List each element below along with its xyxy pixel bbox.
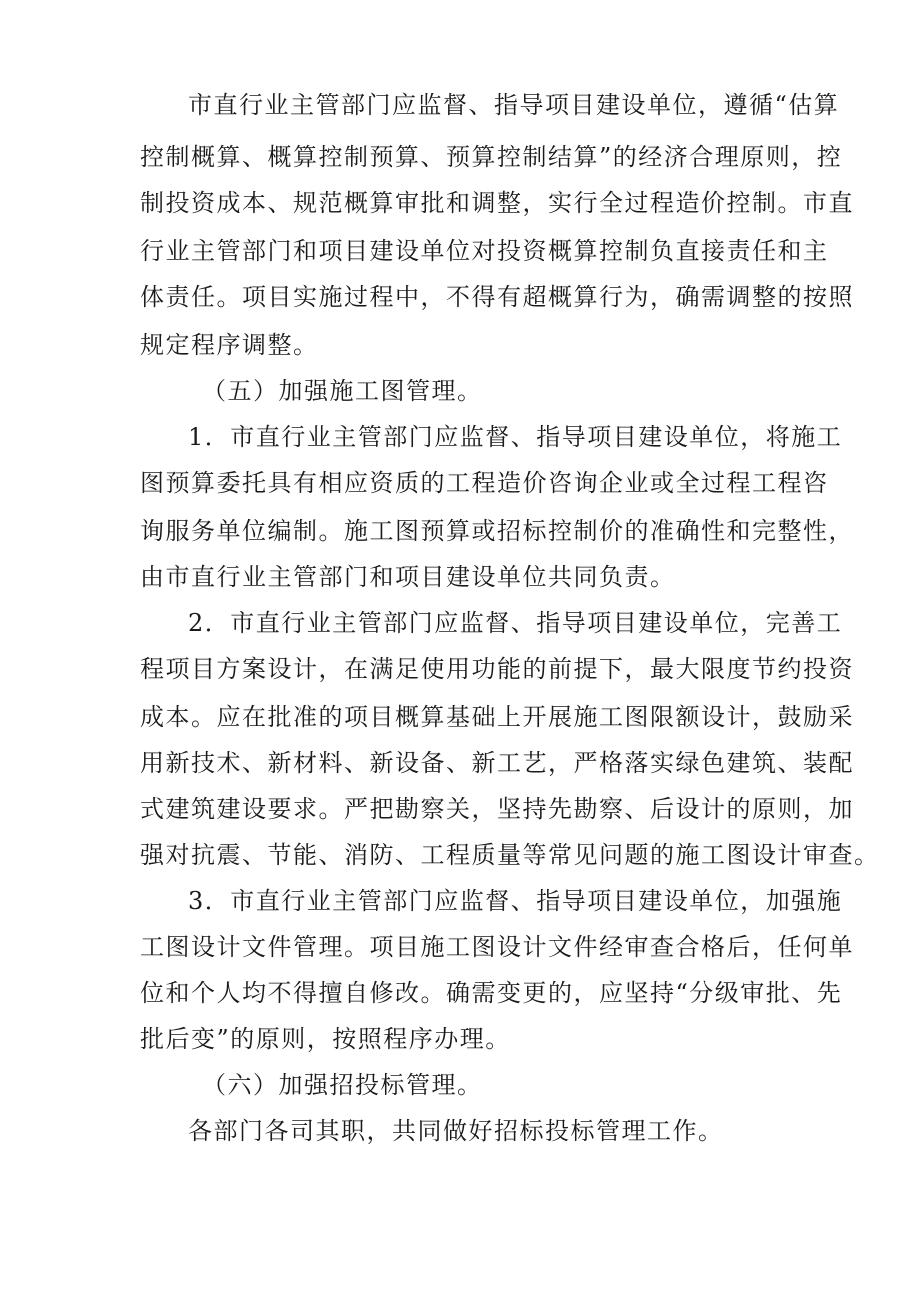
paragraph-1-line: 体责任。项目实施过程中，不得有超概算行为，确需调整的按照 bbox=[140, 283, 854, 311]
item-3-line: 工图设计文件管理。项目施工图设计文件经审查合格后，任何单 bbox=[140, 933, 854, 961]
item-2-line: 2．市直行业主管部门应监督、指导项目建设单位，完善工 bbox=[188, 609, 843, 637]
item-2-line: 成本。应在批准的项目概算基础上开展施工图限额设计，鼓励采 bbox=[140, 703, 854, 731]
item-3-line: 位和个人均不得擅自修改。确需变更的，应坚持“分级审批、先 bbox=[140, 979, 843, 1007]
item-1-line: 询服务单位编制。施工图预算或招标控制价的准确性和完整性， bbox=[140, 517, 854, 545]
section-heading-5: （五）加强施工图管理。 bbox=[202, 377, 483, 405]
item-2-line: 式建筑建设要求。严把勘察关，坚持先勘察、后设计的原则，加 bbox=[140, 795, 854, 823]
paragraph-1-line: 行业主管部门和项目建设单位对投资概算控制负直接责任和主 bbox=[140, 237, 829, 265]
item-1-line: 由市直行业主管部门和项目建设单位共同负责。 bbox=[140, 563, 676, 591]
closing-paragraph: 各部门各司其职，共同做好招标投标管理工作。 bbox=[188, 1117, 724, 1145]
paragraph-1-line: 控制概算、概算控制预算、预算控制结算”的经济合理原则，控 bbox=[140, 143, 843, 171]
item-3-line: 批后变”的原则，按照程序办理。 bbox=[140, 1025, 511, 1053]
item-2-line: 强对抗震、节能、消防、工程质量等常见问题的施工图设计审查。 bbox=[140, 841, 880, 869]
item-2-line: 程项目方案设计，在满足使用功能的前提下，最大限度节约投资 bbox=[140, 655, 854, 683]
item-3-line: 3．市直行业主管部门应监督、指导项目建设单位，加强施 bbox=[188, 887, 843, 915]
item-1-line: 图预算委托具有相应资质的工程造价咨询企业或全过程工程咨 bbox=[140, 469, 829, 497]
paragraph-1-line: 市直行业主管部门应监督、指导项目建设单位，遵循“估算 bbox=[188, 91, 840, 119]
paragraph-1-line: 制投资成本、规范概算审批和调整，实行全过程造价控制。市直 bbox=[140, 189, 854, 217]
item-1-line: 1．市直行业主管部门应监督、指导项目建设单位，将施工 bbox=[188, 423, 843, 451]
paragraph-1-line: 规定程序调整。 bbox=[140, 331, 319, 359]
item-2-line: 用新技术、新材料、新设备、新工艺，严格落实绿色建筑、装配 bbox=[140, 749, 854, 777]
section-heading-6: （六）加强招投标管理。 bbox=[202, 1071, 483, 1099]
